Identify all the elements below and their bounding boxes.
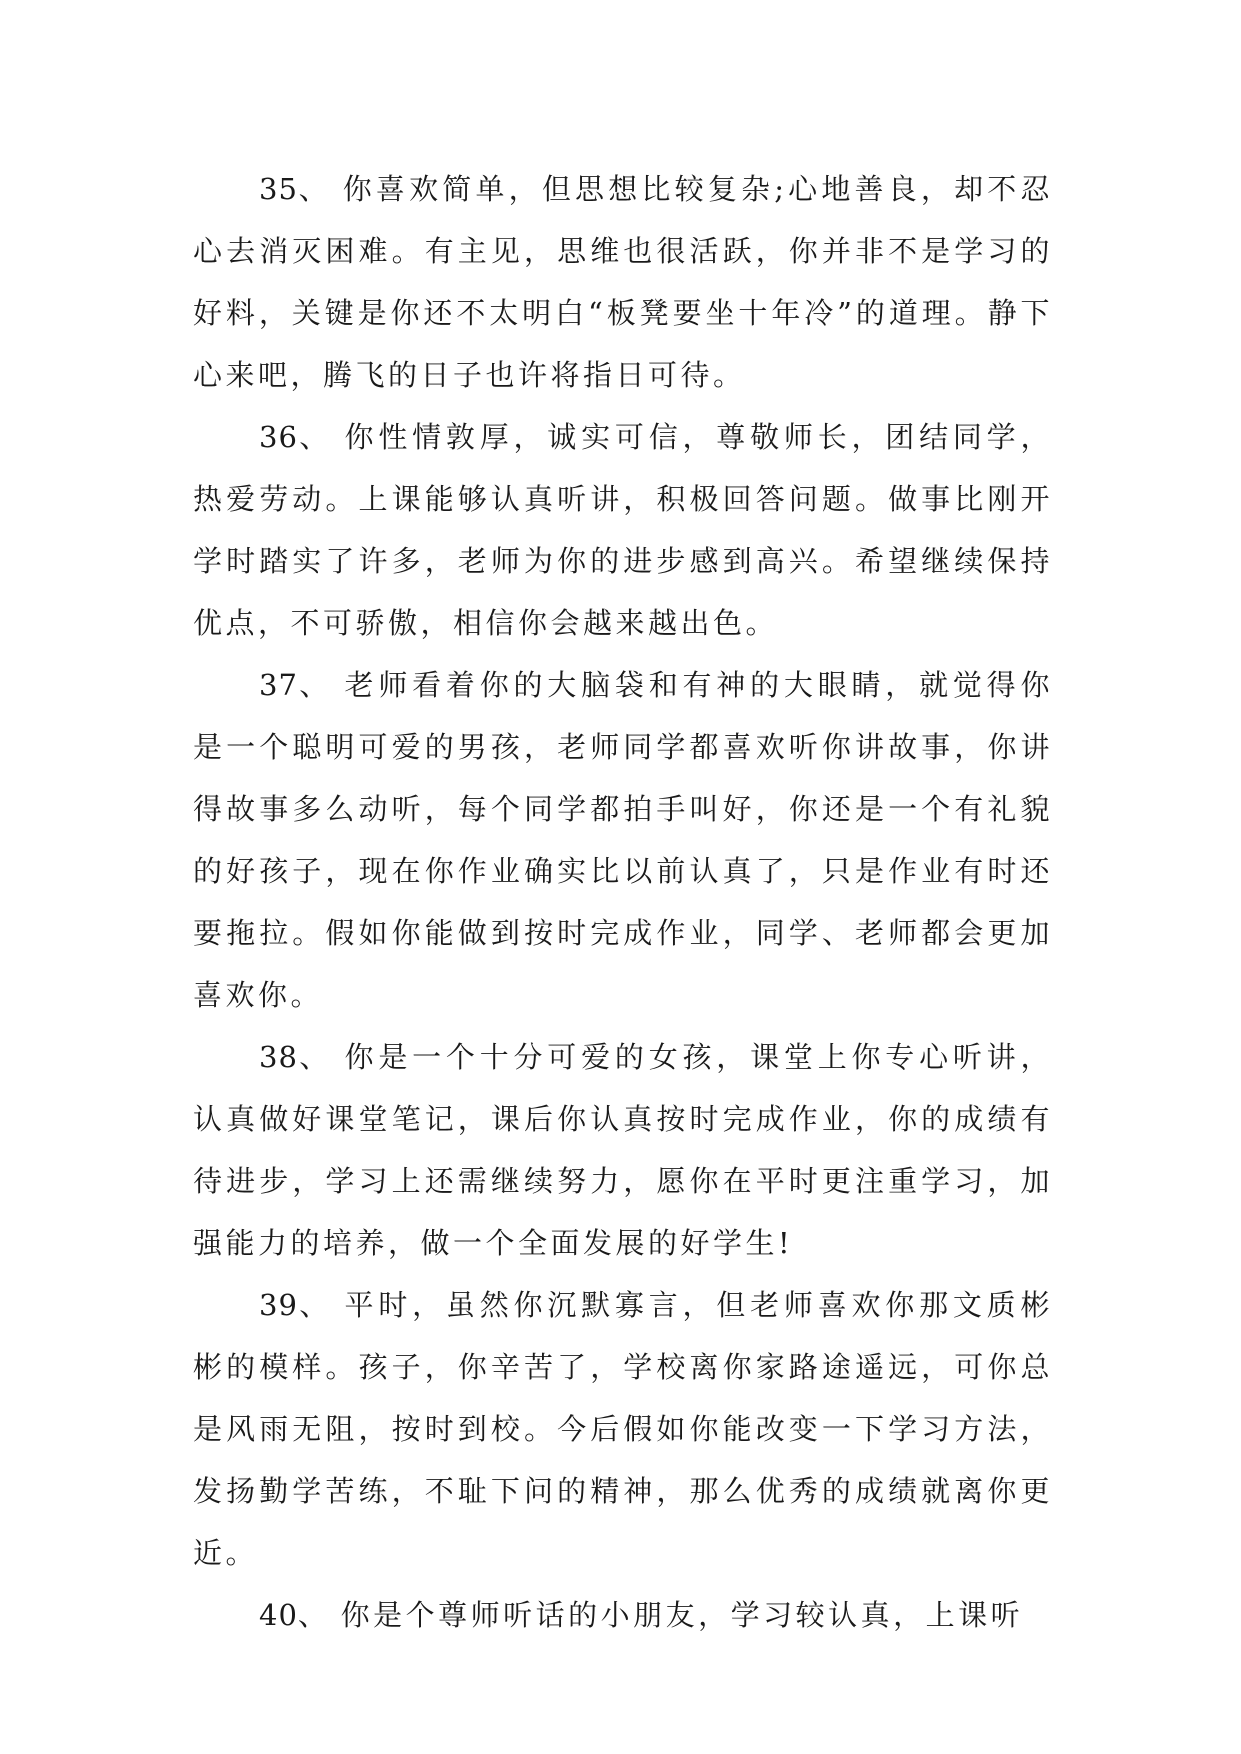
paragraph-number: 38、	[259, 1040, 331, 1074]
paragraph-text: 老师看着你的大脑袋和有神的大眼睛，就觉得你是一个聪明可爱的男孩，老师同学都喜欢听你讲故事，你讲得故事多么动听，每个同学都拍手叫好，你还是一个有礼貌的好孩子，现在你作业确实比以前认真了，只是作业有时还要拖拉。假如你能做到按时完成作业，同学、老师都会更加喜欢你。	[193, 668, 1053, 1012]
paragraph-number: 40、	[259, 1598, 328, 1632]
comment-paragraph-38	[193, 1026, 1053, 1274]
paragraph-text: 你性情敦厚，诚实可信，尊敬师长，团结同学，热爱劳动。上课能够认真听讲，积极回答问题。做事比刚开学时踏实了许多，老师为你的进步感到高兴。希望继续保持优点，不可骄傲，相信你会越来越出色。	[193, 420, 1053, 640]
comment-paragraph-36	[193, 406, 1053, 654]
document-body	[193, 158, 1053, 1646]
paragraph-text: 平时，虽然你沉默寡言，但老师喜欢你那文质彬彬的模样。孩子，你辛苦了，学校离你家路途遥远，可你总是风雨无阻，按时到校。今后假如你能改变一下学习方法，发扬勤学苦练，不耻下问的精神，那么优秀的成绩就离你更近。	[193, 1288, 1053, 1570]
paragraph-number: 35、	[259, 172, 330, 206]
comment-paragraph-40	[193, 1584, 1053, 1646]
paragraph-text: 你是一个十分可爱的女孩，课堂上你专心听讲，认真做好课堂笔记，课后你认真按时完成作业，你的成绩有待进步，学习上还需继续努力，愿你在平时更注重学习，加强能力的培养，做一个全面发展的好学生!	[193, 1040, 1053, 1260]
comment-paragraph-35	[193, 158, 1053, 406]
comment-paragraph-37	[193, 654, 1053, 1026]
paragraph-text: 你是个尊师听话的小朋友，学习较认真，上课听	[327, 1598, 1024, 1632]
paragraph-text: 你喜欢简单，但思想比较复杂;心地善良，却不忍心去消灭困难。有主见，思维也很活跃，你并非不是学习的好料，关键是你还不太明白“板凳要坐十年冷”的道理。静下心来吧，腾飞的日子也许将指日可待。	[193, 172, 1053, 392]
paragraph-number: 37、	[259, 668, 331, 702]
paragraph-number: 39、	[259, 1288, 331, 1322]
comment-paragraph-39	[193, 1274, 1053, 1584]
paragraph-number: 36、	[259, 420, 331, 454]
